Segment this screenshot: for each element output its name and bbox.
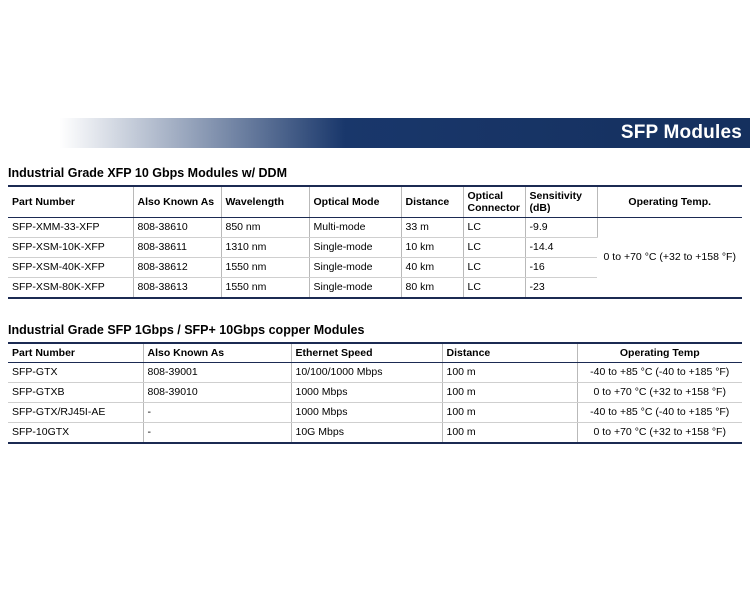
cell-optical-connector: LC (463, 238, 525, 258)
cell-also-known-as: 808-38612 (133, 258, 221, 278)
cell-distance: 100 m (442, 363, 577, 383)
table-copper-modules (8, 342, 742, 444)
cell-also-known-as: 808-38611 (133, 238, 221, 258)
cell-part-number: SFP-GTX (8, 363, 143, 383)
cell-optical-mode: Single-mode (309, 258, 401, 278)
cell-ethernet-speed: 1000 Mbps (291, 383, 442, 403)
cell-optical-mode: Multi-mode (309, 218, 401, 238)
cell-operating-temp: -40 to +85 °C (-40 to +185 °F) (577, 363, 742, 383)
page-title: SFP Modules (620, 122, 742, 143)
column-header-distance: Distance (401, 186, 463, 218)
column-header-optical-mode: Optical Mode (309, 186, 401, 218)
cell-optical-mode: Single-mode (309, 238, 401, 258)
cell-distance: 10 km (401, 238, 463, 258)
section-heading-copper: Industrial Grade SFP 1Gbps / SFP+ 10Gbps copper Modules (8, 323, 365, 337)
table-xfp-modules (8, 185, 742, 299)
cell-wavelength: 1550 nm (221, 258, 309, 278)
table-row (8, 403, 742, 423)
cell-distance: 100 m (442, 423, 577, 444)
cell-sensitivity: -9.9 (525, 218, 597, 238)
cell-optical-connector: LC (463, 258, 525, 278)
column-header-ethernet-speed: Ethernet Speed (291, 343, 442, 363)
table-row (8, 363, 742, 383)
cell-optical-mode: Single-mode (309, 278, 401, 299)
cell-optical-connector: LC (463, 278, 525, 299)
table-header-row (8, 186, 742, 218)
cell-operating-temp-merged: 0 to +70 °C (+32 to +158 °F) (603, 251, 736, 263)
cell-distance: 33 m (401, 218, 463, 238)
table-header-row (8, 343, 742, 363)
cell-also-known-as: 808-38613 (133, 278, 221, 299)
cell-also-known-as: 808-38610 (133, 218, 221, 238)
cell-ethernet-speed: 1000 Mbps (291, 403, 442, 423)
cell-optical-connector: LC (463, 218, 525, 238)
column-header-sensitivity: Sensitivity (dB) (525, 186, 597, 218)
column-header-distance: Distance (442, 343, 577, 363)
cell-part-number: SFP-XMM-33-XFP (8, 218, 133, 238)
section-spacer (8, 299, 742, 317)
cell-part-number: SFP-GTX/RJ45I-AE (8, 403, 143, 423)
section-heading-xfp: Industrial Grade XFP 10 Gbps Modules w/ DDM (8, 166, 287, 180)
cell-also-known-as: 808-39010 (143, 383, 291, 403)
cell-distance: 80 km (401, 278, 463, 299)
column-header-optical-connector: Optical Connector (463, 186, 525, 218)
cell-ethernet-speed: 10G Mbps (291, 423, 442, 444)
cell-part-number: SFP-XSM-40K-XFP (8, 258, 133, 278)
column-header-operating-temp: Operating Temp (577, 343, 742, 363)
cell-part-number: SFP-XSM-10K-XFP (8, 238, 133, 258)
cell-also-known-as: - (143, 423, 291, 444)
cell-sensitivity: -23 (529, 281, 545, 293)
cell-also-known-as: - (143, 403, 291, 423)
cell-operating-temp: 0 to +70 °C (+32 to +158 °F) (593, 426, 726, 438)
table-row (8, 383, 742, 403)
cell-sensitivity: -14.4 (525, 238, 597, 258)
cell-part-number: SFP-10GTX (8, 423, 143, 444)
cell-distance: 100 m (442, 403, 577, 423)
cell-wavelength: 1310 nm (221, 238, 309, 258)
cell-operating-temp: 0 to +70 °C (+32 to +158 °F) (577, 383, 742, 403)
table-row (8, 423, 742, 444)
column-header-part-number: Part Number (8, 343, 143, 363)
cell-part-number: SFP-GTXB (8, 383, 143, 403)
column-header-operating-temp: Operating Temp. (597, 186, 742, 218)
cell-wavelength: 850 nm (221, 218, 309, 238)
column-header-wavelength: Wavelength (221, 186, 309, 218)
cell-sensitivity: -16 (525, 258, 597, 278)
column-header-part-number: Part Number (8, 186, 133, 218)
cell-operating-temp: -40 to +85 °C (-40 to +185 °F) (577, 403, 742, 423)
table-row (8, 218, 742, 238)
cell-ethernet-speed: 10/100/1000 Mbps (291, 363, 442, 383)
cell-wavelength: 1550 nm (221, 278, 309, 299)
cell-part-number: SFP-XSM-80K-XFP (8, 278, 133, 299)
column-header-also-known-as: Also Known As (143, 343, 291, 363)
column-header-also-known-as: Also Known As (133, 186, 221, 218)
cell-distance: 40 km (401, 258, 463, 278)
cell-also-known-as: 808-39001 (143, 363, 291, 383)
document-content (8, 160, 742, 444)
cell-distance: 100 m (442, 383, 577, 403)
